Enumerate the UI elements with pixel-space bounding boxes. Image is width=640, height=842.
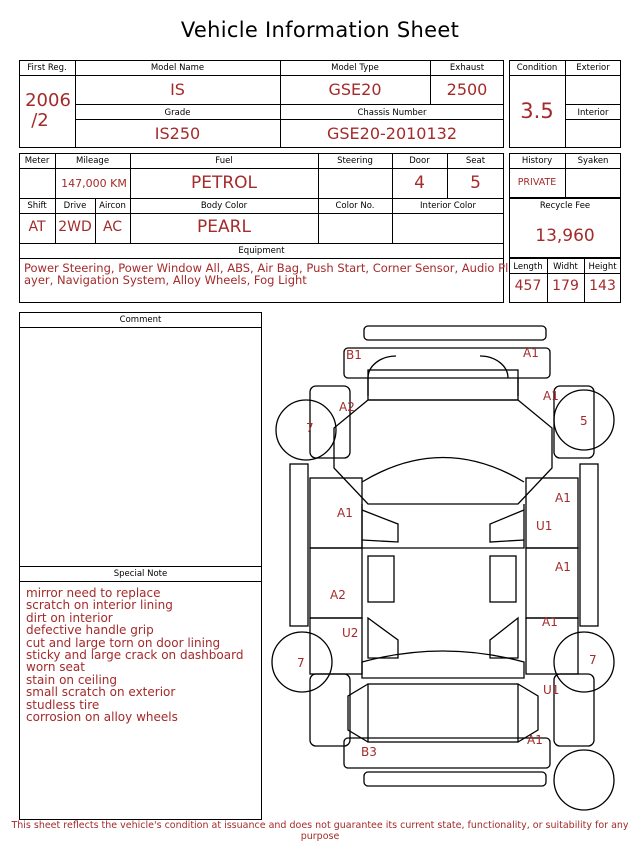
equipment-label: Equipment: [238, 246, 285, 256]
condition-value: 3.5: [520, 99, 554, 123]
mark-rear-fender-left: U2: [342, 626, 359, 640]
door-label: Door: [409, 156, 430, 166]
special-note-item: defective handle grip: [26, 623, 154, 638]
syaken-label: Syaken: [577, 156, 609, 166]
model-type-label: Model Type: [331, 63, 379, 73]
model-name-label: Model Name: [150, 63, 205, 73]
model-name-value: IS: [170, 80, 185, 99]
recycle-label: Recycle Fee: [539, 201, 591, 211]
drive-value: 2WD: [58, 219, 92, 235]
length-label: Length: [513, 262, 543, 272]
mileage-value: 147,000 KM: [61, 177, 127, 190]
color-no-label: Color No.: [335, 201, 375, 211]
car-damage-diagram: [268, 318, 632, 820]
mark-front-wheel-right: 5: [580, 414, 588, 428]
mark-front-wheel-left: 7: [306, 421, 314, 435]
special-note-item: dirt on interior: [26, 610, 113, 625]
mark-rear-wheel-right: 7: [589, 653, 597, 667]
sheet-title: Vehicle Information Sheet: [180, 18, 460, 42]
special-note-item: worn seat: [26, 660, 85, 675]
mark-rear-fender-right-u: U1: [543, 683, 560, 697]
mark-hood-left: A2: [339, 400, 355, 414]
special-notes-list: [26, 587, 258, 723]
recycle-value: 13,960: [535, 226, 595, 246]
seat-label: Seat: [465, 156, 486, 166]
width-label: Widht: [553, 262, 578, 272]
special-note-label: Special Note: [113, 569, 168, 579]
first-reg-value-year: 2006: [25, 90, 71, 111]
special-note-item: sticky and large crack on dashboard: [26, 648, 244, 663]
steering-label: Steering: [337, 156, 373, 166]
special-note-item: small scratch on exterior: [26, 685, 176, 700]
mark-rear-door-left: A2: [330, 588, 346, 602]
special-note-item: studless tire: [26, 697, 100, 712]
interior-label: Interior: [577, 108, 609, 118]
chassis-label: Chassis Number: [357, 108, 427, 118]
height-label: Height: [588, 262, 617, 272]
fuel-label: Fuel: [215, 156, 233, 166]
exhaust-value: 2500: [446, 80, 488, 99]
mark-rear-wheel-left: 7: [297, 656, 305, 670]
body-color-value: PEARL: [197, 217, 251, 237]
mark-rear-fender-right-a: A1: [542, 615, 558, 629]
aircon-label: Aircon: [99, 201, 126, 211]
special-note-item: cut and large torn on door lining: [26, 635, 221, 650]
mark-front-bumper-left: B1: [346, 348, 362, 362]
comment-label: Comment: [119, 315, 162, 325]
seat-value: 5: [470, 173, 481, 193]
model-type-value: GSE20: [328, 80, 382, 99]
height-value: 143: [589, 278, 616, 294]
exhaust-label: Exhaust: [449, 63, 485, 73]
mark-front-bumper-right: A1: [523, 346, 539, 360]
special-note-item: stain on ceiling: [26, 672, 118, 687]
condition-label: Condition: [516, 63, 558, 73]
mark-front-fender-right: A1: [543, 389, 559, 403]
length-value: 457: [514, 278, 542, 294]
mark-rear-bumper-right: A1: [527, 733, 543, 747]
first-reg-label: First Reg.: [27, 63, 67, 73]
mark-front-door-right-a: A1: [555, 491, 571, 505]
mark-rear-bumper-left: B3: [361, 745, 377, 759]
exterior-label: Exterior: [576, 63, 610, 73]
grade-label: Grade: [164, 108, 191, 118]
history-value: PRIVATE: [517, 177, 557, 188]
first-reg-value-month: /2: [31, 110, 49, 131]
drive-label: Drive: [63, 201, 87, 211]
grade-value: IS250: [154, 124, 201, 143]
fuel-value: PETROL: [190, 173, 258, 193]
chassis-value: GSE20-2010132: [326, 124, 458, 143]
mileage-label: Mileage: [75, 156, 110, 166]
mark-rear-door-right: A1: [555, 560, 571, 574]
mark-front-door-right-u: U1: [536, 519, 553, 533]
interior-color-label: Interior Color: [420, 201, 476, 211]
special-note-item: mirror need to replace: [26, 586, 161, 600]
special-note-item: scratch on interior lining: [26, 598, 173, 613]
width-value: 179: [552, 278, 579, 294]
aircon-value: AC: [102, 219, 123, 235]
special-note-item: corrosion on alloy wheels: [26, 710, 178, 725]
mark-front-door-left: A1: [337, 506, 353, 520]
body-color-label: Body Color: [200, 201, 248, 211]
meter-label: Meter: [24, 156, 50, 166]
equipment-line-2: ayer, Navigation System, Alloy Wheels, Fog Light: [24, 273, 307, 287]
equipment-line-1: Power Steering, Power Window All, ABS, Air Bag, Push Start, Corner Sensor, Audio Pl: [24, 261, 509, 275]
disclaimer-footer: This sheet reflects the vehicle's condition at issuance and does not guarantee its current state, functionality, or suitability for any purpose: [11, 820, 629, 842]
door-value: 4: [414, 173, 425, 193]
shift-value: AT: [28, 219, 46, 235]
history-label: History: [521, 156, 553, 166]
shift-label: Shift: [27, 201, 47, 211]
